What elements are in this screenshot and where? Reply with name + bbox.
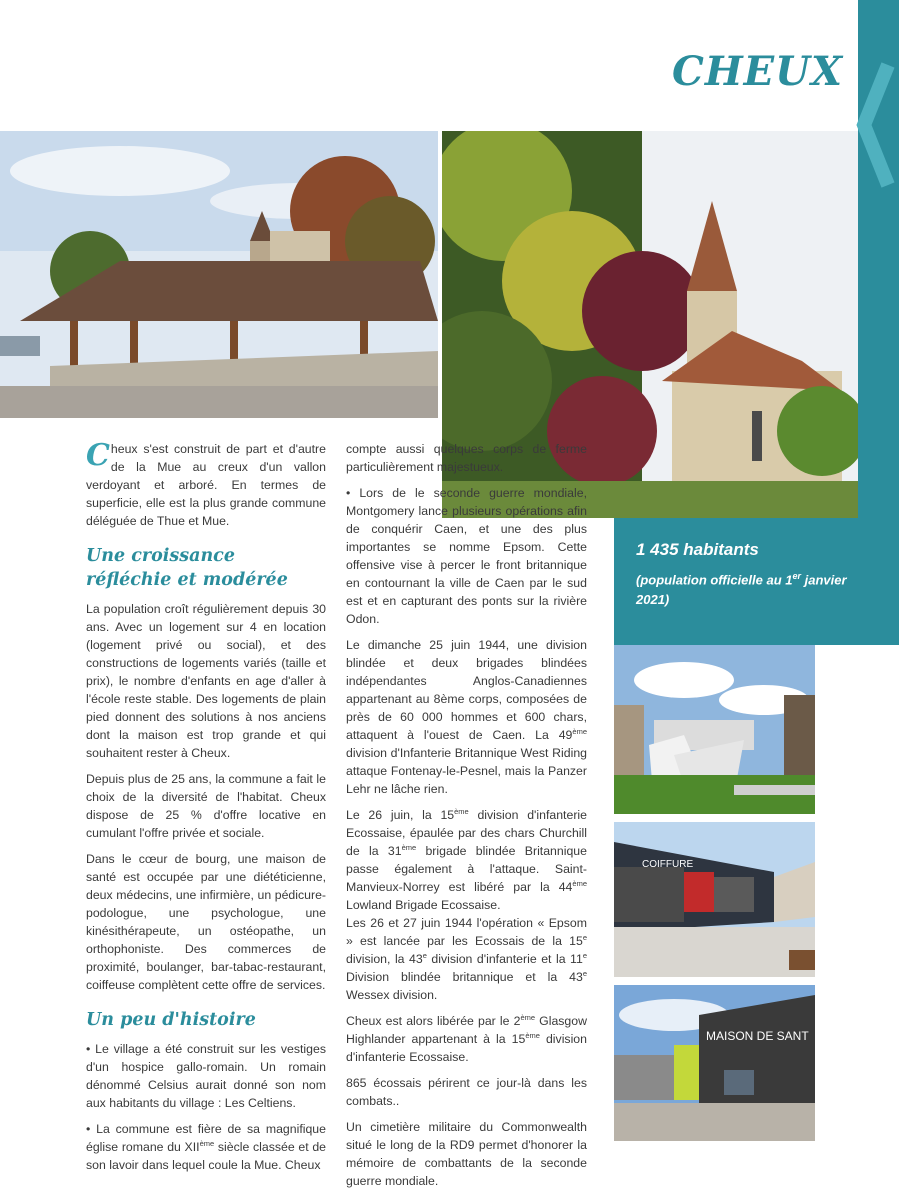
paragraph: Un cimetière militaire du Commonwealth situé le long de la RD9 permet d'honorer la mémoire de combattants de la seconde guerre mondiale. <box>346 1120 587 1188</box>
paragraph: Le dimanche 25 juin 1944, une division blindée et deux brigades blindées indépendantes Anglos-Canadiennes appartenant au 8ème corps, composées de près de 60 000 hommes et 600 chars, attaquent à l'ouest de Caen. La 49ème division d'Infanterie Britannique West Riding attaque Fontenay-le-Pesnel, mais la Panzer Lehr ne lâche rien. <box>346 638 587 796</box>
paragraph: Cheux est alors libérée par le 2ème Glasgow Highlander appartenant à la 15ème division d'infanterie Ecossaise. <box>346 1012 587 1064</box>
section-heading-history: Un peu d'histoire <box>86 1010 256 1030</box>
paragraph: Le 26 juin, la 15ème division d'infanterie Ecossaise, épaulée par des chars Churchill de la 31ème brigade blindée Britannique passe également à l'attaque. Saint-Manvieux-Norrey est libéré par la 44ème Lowland Brigade Ecossaise. <box>346 806 587 912</box>
section-heading-growth: Une croissance réfléchie et modérée <box>86 546 288 590</box>
text-column-right <box>346 440 587 1198</box>
sculpture-photo <box>614 645 815 814</box>
paragraph: Dans le cœur de bourg, une maison de santé est occupée par une diététicienne, deux médecins, une infirmière, un pédicure-podologue, une psychologue, une kinésithérapeute, un ostéopathe, un orthophoniste. Des commerces de proximité, boulanger, bar-tabac-restaurant, coiffeuse complètent cette offre de services. <box>86 852 326 992</box>
coiffure-sign: COIFFURE <box>642 859 694 870</box>
paragraph: La population croît régulièrement depuis 30 ans. Avec un logement sur 4 en location (logement privé ou social), et des constructions de logements variés (taille et prix), le nombre d'enfants en age d'aller à l'école reste stable. Des logements de plain pied donnent des solutions à nos anciens dont la maison est trop grande et qui souhaitent rester à Cheux. <box>86 602 326 760</box>
lavoir-photo <box>0 131 438 418</box>
health-center-sign: MAISON DE SANT <box>706 1029 809 1043</box>
paragraph: Depuis plus de 25 ans, la commune a fait le choix de la diversité de l'habitat. Cheux dispose de 25 % d'offre locative en cumulant l'offre privée et sociale. <box>86 772 326 840</box>
health-center-photo <box>614 985 815 1141</box>
paragraph: compte aussi quelques corps de ferme particulièrement majestueux. <box>346 442 587 474</box>
population-count: 1 435 habitants <box>636 540 759 559</box>
page-title: CHEUX <box>672 48 844 95</box>
text-column-left <box>86 440 326 1182</box>
paragraph: Les 26 et 27 juin 1944 l'opération « Epsom » est lancée par les Ecossais de la 15e division, la 43e division d'infanterie et la 11e Division blindée britannique et la 43e Wessex division. <box>346 916 587 1002</box>
intro-paragraph: Cheux s'est construit de part et d'autre de la Mue au creux d'un vallon verdoyant et arboré. En termes de superficie, elle est la plus grande commune déléguée de Thue et Mue. <box>86 438 326 528</box>
shops-photo <box>614 822 815 977</box>
paragraph: 865 écossais périrent ce jour-là dans les combats.. <box>346 1076 587 1108</box>
paragraph: • Lors de le seconde guerre mondiale, Montgomery lance plusieurs opérations afin de conquérir Caen, et une des plus importantes se nomme Epsom. Cette offensive vise à percer le front britannique en contournant la ville de Caen par le sud est et en capturant des ponts sur la rivière Odon. <box>346 486 587 626</box>
population-note: (population officielle au 1er janvier 2021) <box>636 571 847 608</box>
paragraph: • Le village a été construit sur les vestiges d'un hospice gallo-romain. Un romain dénommé Celsius aurait donné son nom aux habitants du village : Les Celtiens. <box>86 1042 326 1110</box>
population-stat-box <box>614 518 858 645</box>
dropcap: C <box>86 438 110 473</box>
paragraph: • La commune est fière de sa magnifique église romane du XIIème siècle classée et de son lavoir dans lequel coule la Mue. Cheux <box>86 1122 326 1172</box>
chevron-decoration-icon <box>856 60 899 190</box>
